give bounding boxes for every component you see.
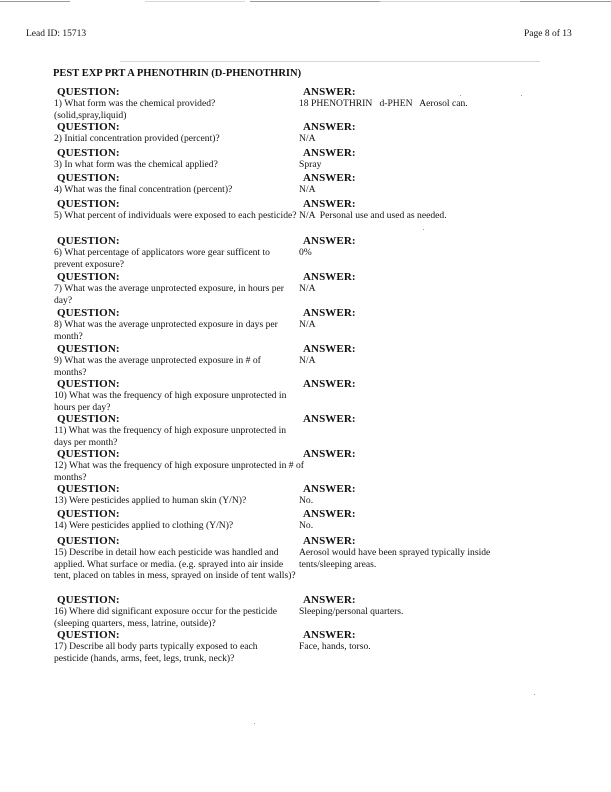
answer-label: ANSWER: — [303, 235, 356, 247]
question-text-5: 5) What percent of individuals were exposed to each pesticide? — [54, 210, 297, 221]
scan-artifact-line — [520, 1, 611, 2]
answer-label: ANSWER: — [303, 483, 356, 495]
answer-text-9: N/A — [299, 355, 316, 366]
answer-text-8: N/A — [299, 319, 316, 330]
scan-artifact-line — [120, 61, 540, 62]
answer-text-5: N/A Personal use and used as needed. — [299, 210, 447, 221]
question-label: QUESTION: — [57, 86, 120, 98]
answer-label: ANSWER: — [303, 86, 356, 98]
question-text-8: 8) What was the average unprotected exposure in days per month? — [54, 319, 278, 342]
question-text-7: 7) What was the average unprotected exposure, in hours per day? — [54, 283, 284, 306]
question-label: QUESTION: — [57, 147, 120, 159]
question-label: QUESTION: — [57, 508, 120, 520]
answer-label: ANSWER: — [303, 121, 356, 133]
question-text-13: 13) Were pesticides applied to human skin (Y/N)? — [54, 495, 247, 506]
answer-text-17: Face, hands, torso. — [299, 641, 371, 652]
question-label: QUESTION: — [57, 413, 120, 425]
scan-speck — [423, 229, 424, 230]
question-label: QUESTION: — [57, 629, 120, 641]
answer-label: ANSWER: — [303, 594, 356, 606]
answer-label: ANSWER: — [303, 448, 356, 460]
question-text-1: 1) What form was the chemical provided?(solid,spray,liquid) — [54, 98, 216, 121]
question-text-6: 6) What percentage of applicators wore gear sufficent to prevent exposure? — [54, 247, 270, 270]
scan-artifact-line — [0, 1, 70, 2]
answer-label: ANSWER: — [303, 378, 356, 390]
question-label: QUESTION: — [57, 307, 120, 319]
answer-label: ANSWER: — [303, 629, 356, 641]
question-text-12: 12) What was the frequency of high exposure unprotected in # of months? — [54, 460, 304, 483]
scan-artifact-line — [380, 1, 520, 2]
question-text-4: 4) What was the final concentration (percent)? — [54, 184, 233, 195]
section-title: PEST EXP PRT A PHENOTHRIN (D-PHENOTHRIN) — [53, 68, 302, 79]
scan-speck — [460, 95, 461, 96]
answer-text-14: No. — [299, 520, 314, 531]
scan-speck — [534, 694, 535, 695]
question-text-16: 16) Where did significant exposure occur for the pesticide (sleeping quarters, mess, latrine, outside)? — [54, 606, 278, 629]
answer-label: ANSWER: — [303, 413, 356, 425]
answer-label: ANSWER: — [303, 343, 356, 355]
question-label: QUESTION: — [57, 271, 120, 283]
question-text-14: 14) Were pesticides applied to clothing (Y/N)? — [54, 520, 234, 531]
answer-label: ANSWER: — [303, 172, 356, 184]
scan-artifact-line — [250, 1, 380, 2]
question-label: QUESTION: — [57, 343, 120, 355]
answer-text-3: Spray — [299, 159, 322, 170]
question-text-17: 17) Describe all body parts typically exposed to each pesticide (hands, arms, feet, legs, trunk, neck)? — [54, 641, 258, 664]
question-label: QUESTION: — [57, 594, 120, 606]
question-label: QUESTION: — [57, 483, 120, 495]
answer-text-4: N/A — [299, 184, 316, 195]
question-text-11: 11) What was the frequency of high exposure unprotected in days per month? — [54, 425, 287, 448]
answer-label: ANSWER: — [303, 271, 356, 283]
answer-label: ANSWER: — [303, 535, 356, 547]
scan-speck — [254, 723, 255, 724]
question-label: QUESTION: — [57, 235, 120, 247]
question-label: QUESTION: — [57, 121, 120, 133]
question-text-3: 3) In what form was the chemical applied? — [54, 159, 218, 170]
question-label: QUESTION: — [57, 448, 120, 460]
question-label: QUESTION: — [57, 378, 120, 390]
question-label: QUESTION: — [57, 198, 120, 210]
question-label: QUESTION: — [57, 535, 120, 547]
lead-id: Lead ID: 15713 — [26, 29, 87, 39]
answer-label: ANSWER: — [303, 508, 356, 520]
answer-text-2: N/A — [299, 133, 316, 144]
question-text-2: 2) Initial concentration provided (percent)? — [54, 133, 220, 144]
question-text-15: 15) Describe in detail how each pesticide was handled and applied. What surface or media. (e.g. sprayed into air inside tent, placed on tables in mess, sprayed on inside of tent walls)? — [54, 547, 296, 581]
question-label: QUESTION: — [57, 172, 120, 184]
answer-label: ANSWER: — [303, 147, 356, 159]
question-text-10: 10) What was the frequency of high exposure unprotected in hours per day? — [54, 390, 287, 413]
answer-text-16: Sleeping/personal quarters. — [299, 606, 404, 617]
page-number: Page 8 of 13 — [524, 29, 572, 39]
answer-text-6: 0% — [299, 247, 312, 258]
answer-text-1: 18 PHENOTHRIN d-PHEN Aerosol can. — [299, 98, 468, 109]
question-text-9: 9) What was the average unprotected exposure in # of months? — [54, 355, 261, 378]
scan-artifact-line — [145, 1, 245, 2]
answer-text-13: No. — [299, 495, 314, 506]
answer-label: ANSWER: — [303, 307, 356, 319]
answer-label: ANSWER: — [303, 198, 356, 210]
scan-speck — [521, 95, 522, 96]
answer-text-15: Aerosol would have been sprayed typically inside tents/sleeping areas. — [299, 547, 491, 570]
answer-text-7: N/A — [299, 283, 316, 294]
